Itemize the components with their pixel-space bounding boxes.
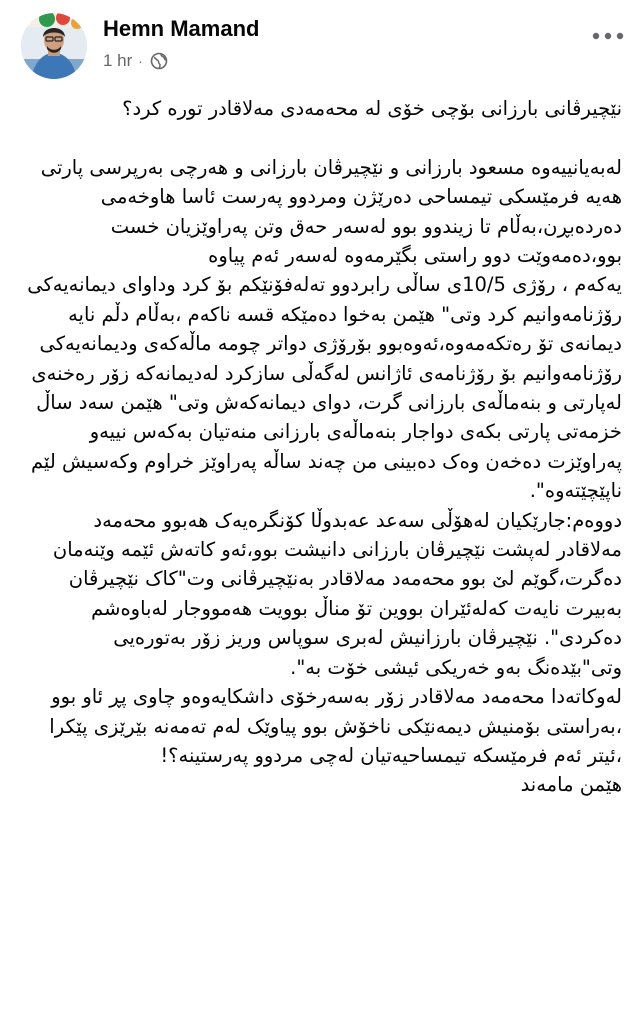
post-paragraph: یەکەم ، رۆژی 10/5ی ساڵی رابردوو تەلەفۆنێکم بۆ کرد وداوای دیمانەیەکی رۆژنامەوانیم کرد وتی" هێمن بەخوا دەمێکە قسە ناکەم ،بەڵام دڵم نایە دیمانەی تۆ رەتکەمەوە،ئەوەبوو بۆرۆژی دواتر چومە ماڵەکەی ودیمانەیەکی رۆژنامەوانیم بۆ رۆژنامەی ئاژانس لەگەڵی سازکرد لەدیمانەکە زۆر رەخنەی لەپارتی و بنەماڵەی بارزانی گرت، دوای دیمانەکەش وتی" هێمن سەد ساڵ خزمەتی پارتی بکەی دواجار بنەماڵەی بارزانی منەتیان بەکەس نییەو پەراوێزت دەخەن وەک دەبینی من چەند ساڵە پەراوێز خراوم وکەسیش لێم ناپێچێتەوە". bbox=[27, 273, 622, 503]
post-paragraph: لەوکاتەدا محەمەد مەلاقادر زۆر بەسەرخۆی داشکایەوەو چاوی پڕ ئاو بوو ،بەراستی بۆمنیش دیمەنێکی ناخۆش بوو پیاوێک لەم تەمەنە بێرێزی پێکرا ،ئیتر ئەم فرمێسکە تیمساحیەتیان لەچی مردوو پەرستینە؟! bbox=[49, 685, 622, 767]
post-title: نێچیرڤانی بارزانی بۆچی خۆی لە محەمەدی مەلاقادر تورە کرد؟ bbox=[122, 97, 622, 120]
author-name[interactable]: Hemn Mamand bbox=[103, 16, 260, 41]
avatar-photo bbox=[21, 13, 87, 79]
paragraph-spacer bbox=[22, 123, 622, 152]
post-signature: هێمن مامەند bbox=[520, 773, 622, 797]
globe-icon[interactable] bbox=[150, 52, 168, 70]
post-paragraph: لەبەیانییەوە مسعود بارزانی و نێچیرڤان بارزانی و هەرچی بەرپرسی پارتی هەیە فرمێسکی تیمساحی دەرێژن ومردوو پەرست ئاسا هاوخەمی دەردەبڕن،بەڵام تا زیندوو بوو لەسەر حەق وتن پەراوێزیان خست بوو،دەمەوێت دوو راستی بگێرمەوە لەسەر ئەم پیاوە bbox=[40, 155, 622, 268]
post-paragraph: دووەم:جارێکیان لەهۆڵی سەعد عەبدوڵا کۆنگرەیەک هەبوو محەمەد مەلاقادر لەپشت نێچیرڤان بارزانی دانیشت بوو،ئەو کاتەش ئێمە وێنەمان دەگرت،گوێم لێ بوو محەمەد مەلاقادر بەنێچیرڤانی وت"کاک نێچیرڤان بەبیرت نایەت کەلەئێران بووین تۆ مناڵ بوویت هەمووجار لەباوەشم دەکردی". نێچیرڤان بارزانیش لەبری سوپاس وریز زۆر بەتورەیی وتی"بێدەنگ بەو خەریکی ئیشی خۆت بە". bbox=[52, 508, 622, 679]
post-body bbox=[22, 94, 622, 800]
post-timestamp[interactable]: 1 hr bbox=[103, 51, 133, 70]
more-horizontal-icon bbox=[592, 32, 624, 40]
post-header bbox=[0, 0, 640, 86]
avatar[interactable] bbox=[21, 13, 87, 79]
post-meta bbox=[103, 50, 168, 72]
more-options-button[interactable] bbox=[588, 22, 628, 50]
meta-separator: · bbox=[138, 53, 143, 69]
